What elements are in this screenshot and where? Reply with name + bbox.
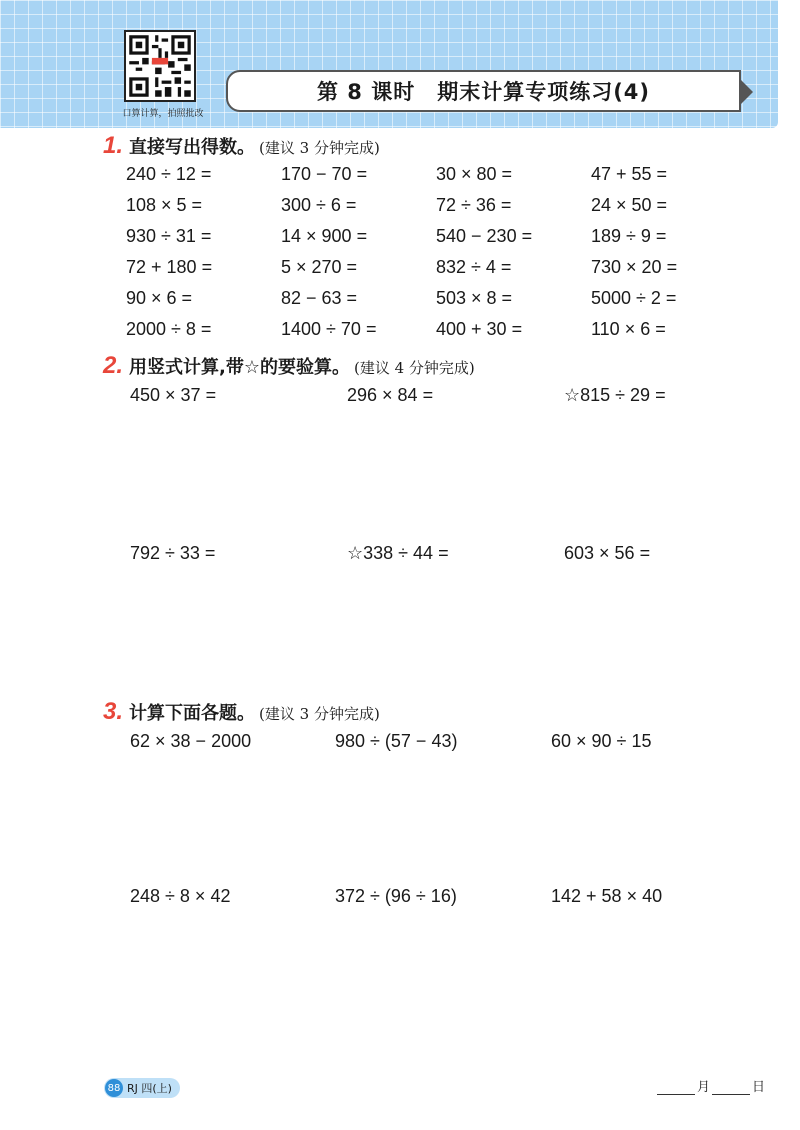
s1-problem: 47 + 55 = [591,164,668,184]
s1-problem: 110 × 6 = [591,319,666,339]
s1-problem: 5 × 270 = [281,257,358,277]
s3-row [130,731,750,752]
s1-problem: 240 ÷ 12 = [126,164,212,184]
month-blank[interactable] [657,1080,695,1095]
section-2-heading: 用竖式计算,带☆的要验算。 [129,357,350,378]
section-2-title [103,352,475,380]
lesson-title: 第 8 课时 期末计算专项练习(4) [316,80,651,104]
s2-problem: 450 × 37 = [130,385,217,405]
day-label: 日 [752,1080,766,1095]
s3-problem: 62 × 38 − 2000 [130,731,252,751]
s2-problem: ☆338 ÷ 44 = [347,543,449,563]
s1-problem: 540 − 230 = [436,226,533,246]
s3-problem: 248 ÷ 8 × 42 [130,886,231,906]
s1-problem: 300 ÷ 6 = [281,195,357,215]
s1-problem: 189 ÷ 9 = [591,226,667,246]
s1-row [126,226,726,247]
s3-problem: 372 ÷ (96 ÷ 16) [335,886,457,906]
section-2-note: (建议 4 分钟完成) [354,359,475,377]
section-1-note: (建议 3 分钟完成) [259,139,380,157]
s1-problem: 730 × 20 = [591,257,678,277]
s1-row [126,319,726,340]
section-1-number: 1. [103,132,124,159]
title-arrow-icon [741,80,753,104]
section-1-title [103,132,380,160]
s1-problem: 1400 ÷ 70 = [281,319,377,339]
s1-problem: 930 ÷ 31 = [126,226,212,246]
s1-row [126,195,726,216]
page-badge [104,1078,180,1098]
s2-problem: 792 ÷ 33 = [130,543,216,563]
s1-problem: 108 × 5 = [126,195,203,215]
page-number: 88 [105,1079,123,1097]
s3-problem: 60 × 90 ÷ 15 [551,731,652,751]
s1-problem: 72 ÷ 36 = [436,195,512,215]
section-1-heading: 直接写出得数。 [129,137,256,158]
s1-problem: 503 × 8 = [436,288,513,308]
qr-code-icon [126,32,194,100]
s1-problem: 82 − 63 = [281,288,358,308]
s1-problem: 30 × 80 = [436,164,513,184]
s1-problem: 24 × 50 = [591,195,668,215]
qr-code[interactable] [124,30,196,102]
s1-problem: 170 − 70 = [281,164,368,184]
s3-problem: 980 ÷ (57 − 43) [335,731,458,751]
s2-problem: 603 × 56 = [564,543,651,563]
qr-caption: 口算计算，拍照批改 [122,109,204,119]
s3-row [130,886,750,907]
s1-problem: 5000 ÷ 2 = [591,288,677,308]
s2-problem: ☆815 ÷ 29 = [564,385,666,405]
s1-row [126,257,726,278]
s1-problem: 14 × 900 = [281,226,368,246]
s3-problem: 142 + 58 × 40 [551,886,663,906]
s1-problem: 90 × 6 = [126,288,193,308]
section-3-number: 3. [103,698,124,725]
s2-row [130,385,750,406]
section-3-heading: 计算下面各题。 [129,703,256,724]
s1-problem: 72 + 180 = [126,257,213,277]
section-3-note: (建议 3 分钟完成) [259,705,380,723]
s2-row [130,543,750,564]
edition-label: RJ 四(上) [127,1082,172,1095]
s1-problem: 2000 ÷ 8 = [126,319,212,339]
s1-problem: 400 + 30 = [436,319,523,339]
section-3-title [103,698,380,726]
s2-problem: 296 × 84 = [347,385,434,405]
s1-row [126,288,726,309]
section-2-number: 2. [103,352,124,379]
s1-problem: 832 ÷ 4 = [436,257,512,277]
month-label: 月 [697,1080,711,1095]
date-fill-in [655,1076,765,1095]
lesson-title-box [226,70,741,112]
day-blank[interactable] [712,1080,750,1095]
s1-row [126,164,726,185]
